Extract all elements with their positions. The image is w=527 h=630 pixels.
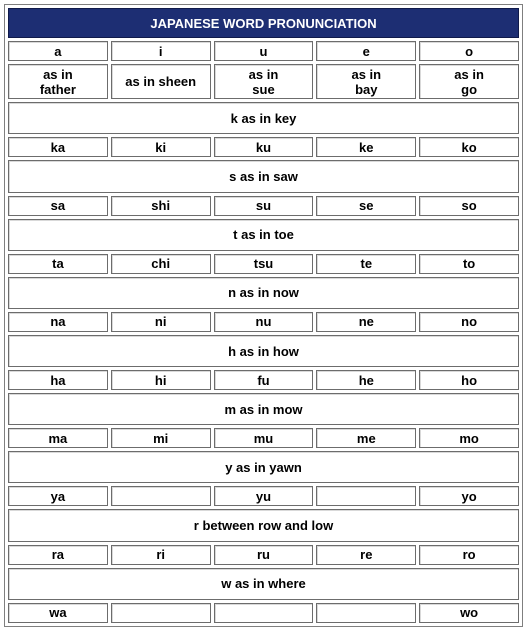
syllable-cell: wa <box>8 603 108 623</box>
syllable-row <box>8 196 519 216</box>
syllable-cell: hi <box>111 370 211 390</box>
vowel-cell: o <box>419 41 519 61</box>
syllable-row <box>8 312 519 332</box>
vowel-notes-row <box>8 64 519 99</box>
syllable-cell: wo <box>419 603 519 623</box>
syllable-cell: ki <box>111 137 211 157</box>
syllable-cell: ri <box>111 545 211 565</box>
syllable-row <box>8 137 519 157</box>
syllable-cell: yo <box>419 486 519 506</box>
pronunciation-table-frame <box>4 4 523 627</box>
syllable-row <box>8 370 519 390</box>
syllable-cell: to <box>419 254 519 274</box>
consonant-desc-cell: m as in mow <box>8 393 519 425</box>
consonant-desc-row <box>8 102 519 134</box>
syllable-cell: ra <box>8 545 108 565</box>
syllable-cell: ne <box>316 312 416 332</box>
syllable-cell <box>316 603 416 623</box>
syllable-cell: mi <box>111 428 211 448</box>
consonant-desc-cell: y as in yawn <box>8 451 519 483</box>
vowel-note-cell: as in father <box>8 64 108 99</box>
syllable-row <box>8 254 519 274</box>
consonant-desc-row <box>8 277 519 309</box>
syllable-cell: ke <box>316 137 416 157</box>
vowel-cell: i <box>111 41 211 61</box>
consonant-desc-row <box>8 451 519 483</box>
vowel-note-cell: as in sheen <box>111 64 211 99</box>
syllable-cell: no <box>419 312 519 332</box>
syllable-cell <box>111 486 211 506</box>
syllable-cell: nu <box>214 312 314 332</box>
consonant-desc-cell: h as in how <box>8 335 519 367</box>
syllable-cell: ka <box>8 137 108 157</box>
syllable-cell: ku <box>214 137 314 157</box>
syllable-cell <box>214 603 314 623</box>
syllable-cell: na <box>8 312 108 332</box>
vowel-row <box>8 41 519 61</box>
consonant-desc-cell: k as in key <box>8 102 519 134</box>
syllable-cell: ma <box>8 428 108 448</box>
vowel-note-cell: as in go <box>419 64 519 99</box>
syllable-cell: so <box>419 196 519 216</box>
title-row <box>8 8 519 38</box>
vowel-cell: e <box>316 41 416 61</box>
vowel-cell: a <box>8 41 108 61</box>
syllable-cell: ro <box>419 545 519 565</box>
vowel-note-cell: as in sue <box>214 64 314 99</box>
consonant-desc-row <box>8 219 519 251</box>
syllable-row <box>8 603 519 623</box>
syllable-cell: ni <box>111 312 211 332</box>
syllable-cell: ha <box>8 370 108 390</box>
vowel-note-cell: as in bay <box>316 64 416 99</box>
consonant-desc-row <box>8 568 519 600</box>
syllable-cell: yu <box>214 486 314 506</box>
syllable-cell: mu <box>214 428 314 448</box>
vowel-cell: u <box>214 41 314 61</box>
syllable-cell: he <box>316 370 416 390</box>
consonant-desc-row <box>8 393 519 425</box>
syllable-cell: ta <box>8 254 108 274</box>
syllable-cell: shi <box>111 196 211 216</box>
consonant-desc-cell: w as in where <box>8 568 519 600</box>
syllable-row <box>8 545 519 565</box>
syllable-cell: me <box>316 428 416 448</box>
consonant-desc-cell: n as in now <box>8 277 519 309</box>
syllable-cell: ko <box>419 137 519 157</box>
consonant-desc-row <box>8 509 519 541</box>
syllable-cell: ya <box>8 486 108 506</box>
consonant-desc-cell: s as in saw <box>8 160 519 192</box>
consonant-desc-row <box>8 160 519 192</box>
syllable-cell: tsu <box>214 254 314 274</box>
syllable-cell: su <box>214 196 314 216</box>
syllable-cell: ru <box>214 545 314 565</box>
consonant-desc-cell: t as in toe <box>8 219 519 251</box>
table-title: JAPANESE WORD PRONUNCIATION <box>8 8 519 38</box>
syllable-cell: fu <box>214 370 314 390</box>
syllable-row <box>8 486 519 506</box>
syllable-cell: re <box>316 545 416 565</box>
syllable-cell: te <box>316 254 416 274</box>
syllable-cell: mo <box>419 428 519 448</box>
consonant-desc-cell: r between row and low <box>8 509 519 541</box>
syllable-cell: chi <box>111 254 211 274</box>
syllable-cell <box>111 603 211 623</box>
consonant-desc-row <box>8 335 519 367</box>
pronunciation-table <box>5 5 522 626</box>
syllable-row <box>8 428 519 448</box>
syllable-cell: ho <box>419 370 519 390</box>
syllable-cell: sa <box>8 196 108 216</box>
syllable-cell: se <box>316 196 416 216</box>
syllable-cell <box>316 486 416 506</box>
